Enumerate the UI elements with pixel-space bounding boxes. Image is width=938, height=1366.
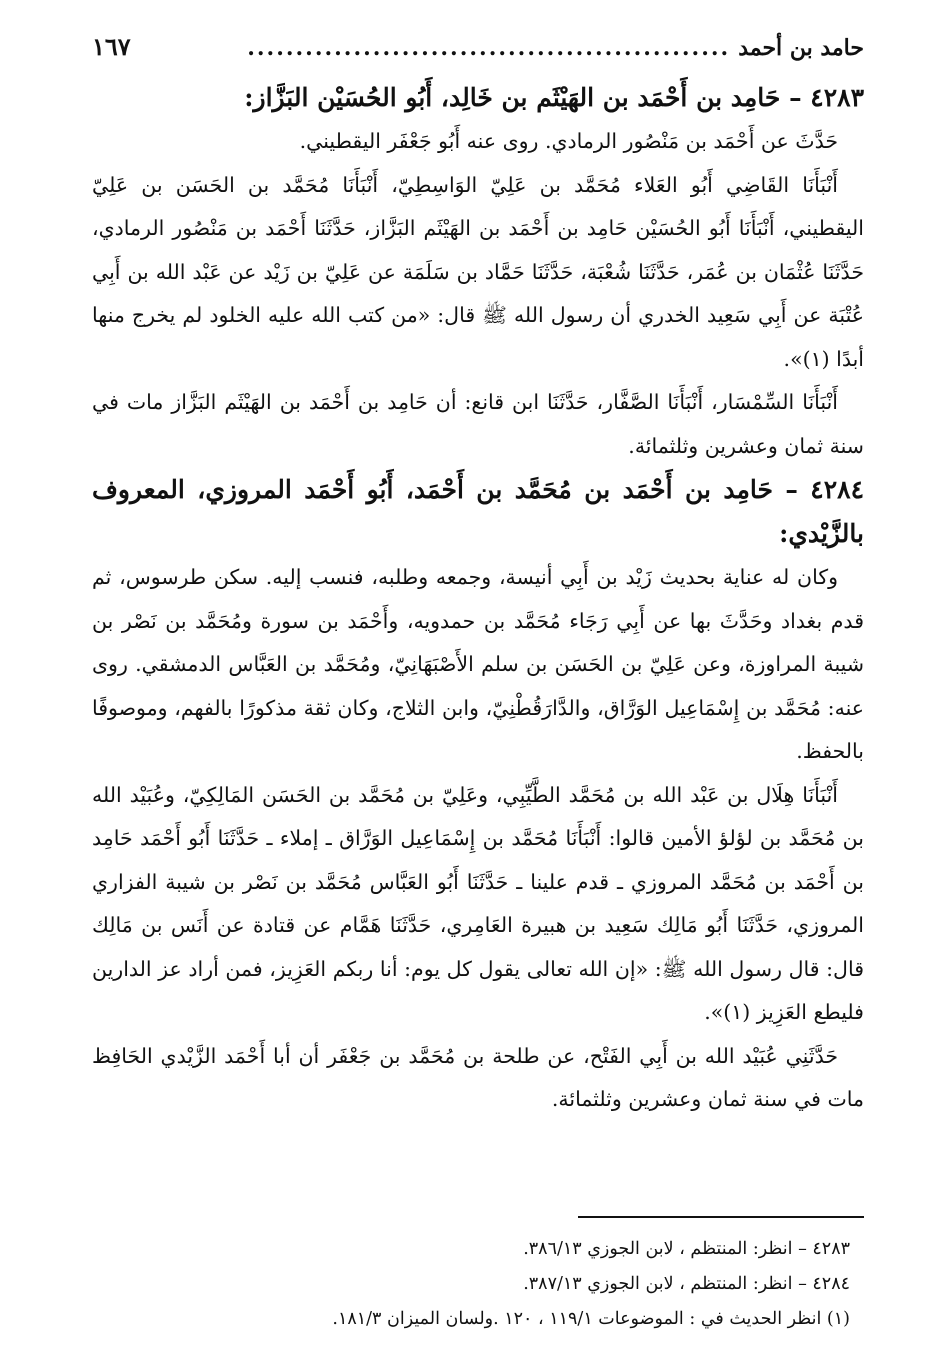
entry-paragraph: أَنْبَأَنَا القَاضِي أَبُو العَلاء مُحَمَّد بن عَلِيّ الوَاسِطِيّ، أَنْبَأَنَا مُحَمَّد بن الحَسَن بن عَلِيّ اليقطيني، أَنْبَأَنَا أَبُو الحُسَيْن حَامِد بن أَحْمَد بن الهَيْثَم البَزَّاز، حَدَّثَنَا أَحْمَد بن مَنْصُور الرمادي، حَدَّثَنَا عُثْمَان بن عُمَر، حَدَّثَنَا شُعْبَة، حَدَّثَنَا حَمَّاد بن سَلَمَة عن عَلِيّ بن زَيْد عن عَبْد الله بن أَبِي عُتْبَة عن أَبِي سَعِيد الخدري أن رسول الله ﷺ قال: «من كتب الله عليه الخلود لم يخرج منها أبدًا (١)». — [92, 172, 864, 371]
entry-heading: ٤٢٨٣ – حَامِد بن أَحْمَد بن الهَيْثَم بن خَالِد، أَبُو الحُسَيْن البَزَّاز: — [244, 83, 864, 112]
footnote-rule — [578, 1216, 864, 1218]
entry-paragraph: حَدَّثَ عن أَحْمَد بن مَنْصُور الرمادي. روى عنه أَبُو جَعْفَر اليقطيني. — [299, 129, 838, 153]
footnote: (١) انظر الحديث في : الموضوعات ١١٩/١ ، ١٢٠ .ولسان الميزان ١٨١/٣. — [332, 1309, 850, 1329]
entry-4284 — [92, 468, 864, 1122]
entry-heading: ٤٢٨٤ – حَامِد بن أَحْمَد بن مُحَمَّد بن أَحْمَد، أَبُو أَحْمَد المروزي، المعروف بالزَّيْدي: — [92, 475, 864, 548]
running-head-title: حامد بن أحمد — [738, 35, 864, 61]
footnote: ٤٢٨٣ – انظر: المنتظم ، لابن الجوزي ٣٨٦/١٣. — [523, 1239, 850, 1259]
entry-paragraph: حَدَّثَنِي عُبَيْد الله بن أَبِي الفَتْح، عن طلحة بن مُحَمَّد بن جَعْفَر أن أبا أَحْمَد الزَّيْدي الحَافِظ مات في سنة ثمان وعشرين وثلثمائة. — [92, 1043, 864, 1111]
page-number: ١٦٧ — [92, 32, 131, 61]
entry-paragraph: وكان له عناية بحديث زَيْد بن أَبِي أنيسة، وجمعه وطلبه، فنسب إليه. سكن طرسوس، ثم قدم بغداد وحَدَّثَ بها عن أَبِي رَجَاء مُحَمَّد بن حمدويه، وأَحْمَد بن سورة ومُحَمَّد بن نَصْر بن شيبة المراوزة، وعن عَلِيّ بن الحَسَن بن سلم الأَصْبَهَانِيّ، ومُحَمَّد بن العَبَّاس الدمشقي. روى عنه: مُحَمَّد بن إِسْمَاعِيل الوَرَّاق، والدَّارَقُطْنِيّ، وابن الثلاج، وكان ثقة مذكورًا بالفهم، وموصوفًا بالحفظ. — [92, 565, 864, 763]
entry-paragraph: أَنْبَأَنَا هِلَال بن عَبْد الله بن مُحَمَّد الطَّيِّبِي، وعَلِيّ بن مُحَمَّد بن الحَسَن المَالِكِيّ، وعُبَيْد الله بن مُحَمَّد بن لؤلؤ الأمين قالوا: أَنْبَأَنَا مُحَمَّد بن إِسْمَاعِيل الوَرَّاق ـ إملاء ـ حَدَّثَنَا أَبُو أَحْمَد حَامِد بن أَحْمَد بن مُحَمَّد المروزي ـ قدم علينا ـ حَدَّثَنَا أَبُو العَبَّاس مُحَمَّد بن نَصْر بن شيبة الفزاري المروزي، حَدَّثَنَا أَبُو مَالِك سَعِيد بن هبيرة العَامِري، حَدَّثَنَا هَمَّام عن قتادة عن أَنَس بن مَالِك قال: قال رسول الله ﷺ: «إن الله تعالى يقول كل يوم: أنا ربكم العَزِيز، فمن أراد عز الدارين فليطع العَزِيز (١)». — [92, 782, 864, 1024]
running-head-dots: .................................................. — [247, 35, 731, 61]
running-head — [92, 32, 864, 76]
page-body — [92, 32, 864, 1122]
footnote: ٤٢٨٤ – انظر: المنتظم ، لابن الجوزي ٣٨٧/١٣. — [523, 1274, 850, 1294]
footnotes — [92, 1216, 864, 1337]
entry-paragraph: أَنْبَأَنَا السِّمْسَار، أَنْبَأَنَا الصَّفَّار، حَدَّثَنَا ابن قانع: أن حَامِد بن أَحْمَد بن الهَيْثَم البَزَّاز مات في سنة ثمان وعشرين وثلثمائة. — [92, 390, 864, 458]
entry-4283 — [92, 76, 864, 468]
